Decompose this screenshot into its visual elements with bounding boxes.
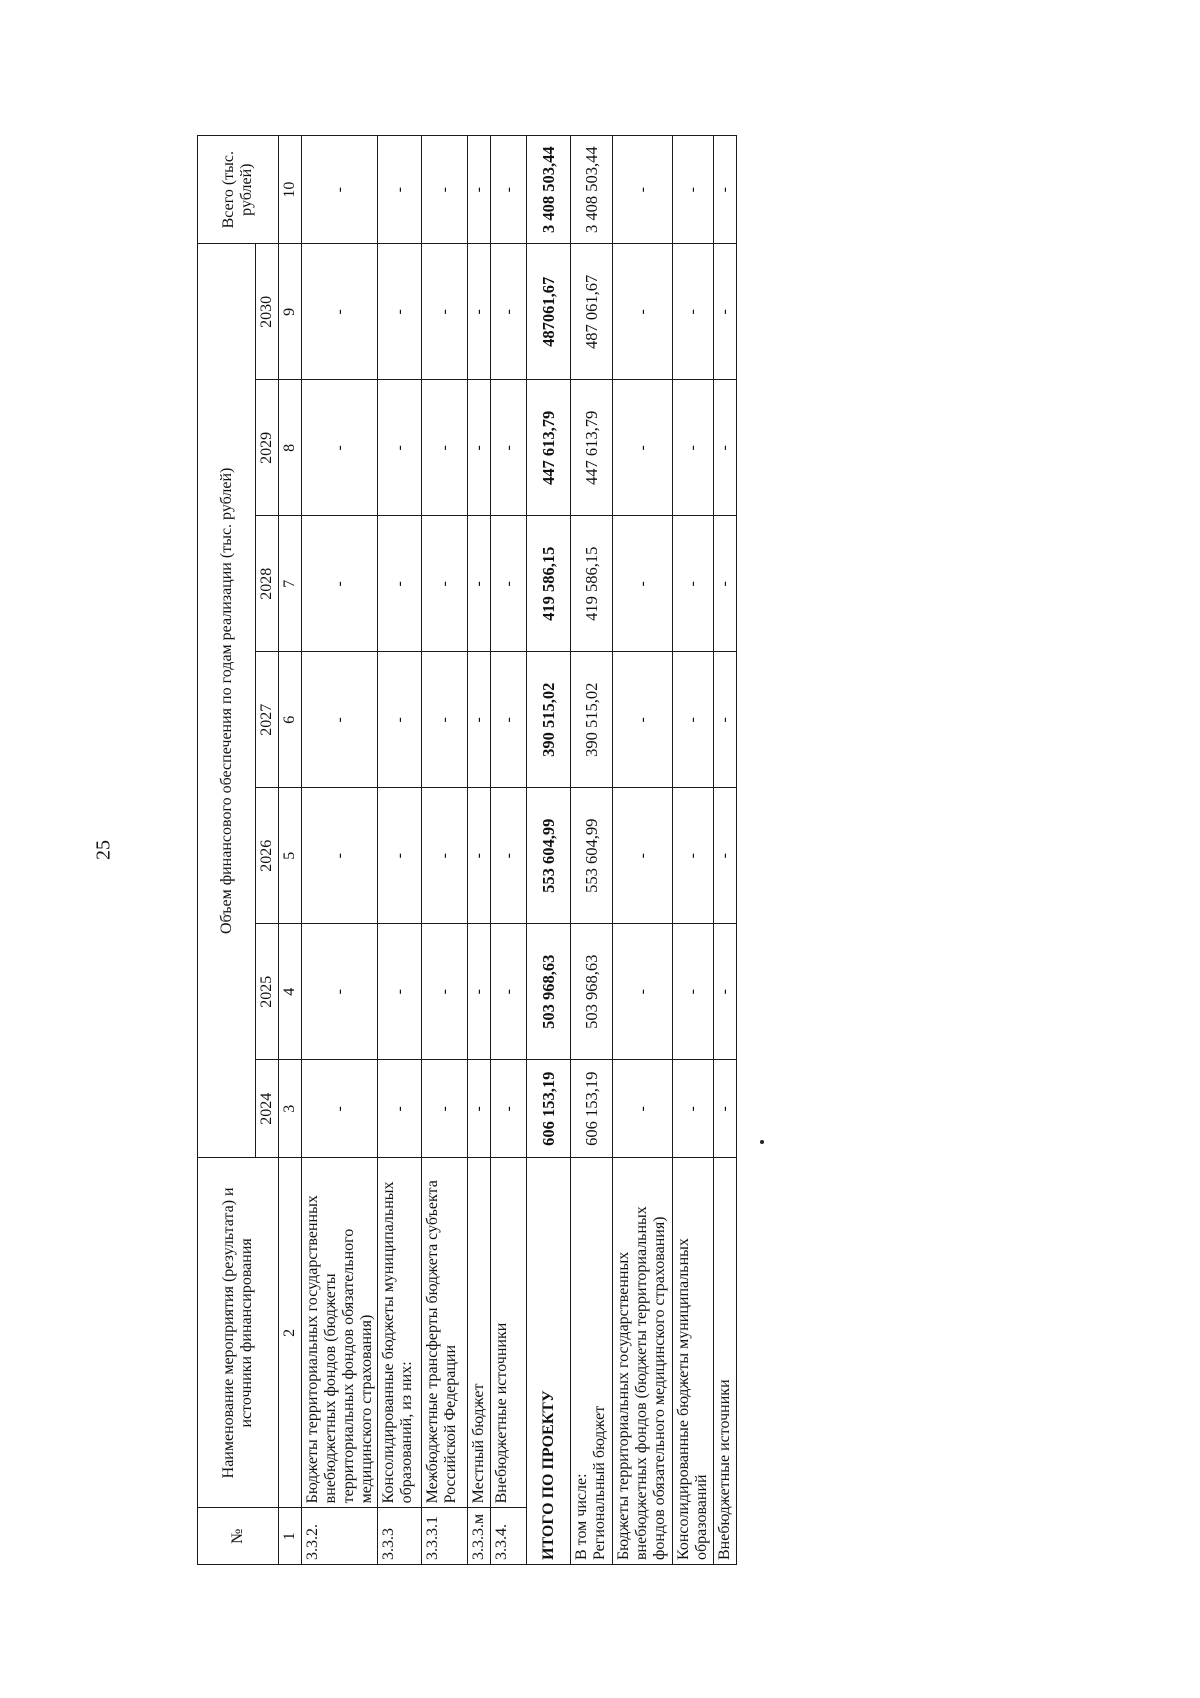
table-row [422,136,468,1565]
row-value: - [468,516,491,652]
row-value: - [422,652,468,788]
total-value: 606 153,19 [527,1060,571,1158]
row-value: - [613,516,673,652]
row-value: - [714,516,737,652]
total-value: 390 515,02 [527,652,571,788]
row-value: - [468,788,491,924]
row-total: - [301,136,378,244]
row-value: - [714,244,737,380]
index-cell: 9 [278,244,301,380]
row-value: - [491,924,527,1060]
table-row [468,136,491,1565]
row-value: - [673,380,714,516]
index-cell: 2 [278,1158,301,1508]
total-value: 553 604,99 [527,788,571,924]
total-sum: 3 408 503,44 [527,136,571,244]
regional-budget-row [571,136,613,1565]
index-cell: 4 [278,924,301,1060]
table-row [378,136,422,1565]
row-value: - [378,788,422,924]
regional-budget-label: Региональный бюджет [591,1405,609,1560]
regional-value: 503 968,63 [571,924,613,1060]
header-no: № [198,1508,279,1565]
row-value: - [491,516,527,652]
row-value: - [613,1060,673,1158]
row-value: - [491,380,527,516]
row-value: - [301,244,378,380]
row-no: 3.3.2. [301,1508,378,1565]
row-name: Консолидированные бюджеты муниципальных образований, из них: [378,1158,422,1508]
row-value: - [673,516,714,652]
table-row [714,136,737,1565]
year-2029: 2029 [256,380,279,516]
row-value: - [491,244,527,380]
index-row [278,136,301,1565]
row-value: - [613,244,673,380]
row-value: - [422,788,468,924]
header-total: Всего (тыс. рублей) [198,136,279,244]
regional-total: 3 408 503,44 [571,136,613,244]
header-name: Наименование мероприятия (результата) и источники финансирования [198,1158,279,1508]
row-value: - [422,380,468,516]
regional-value: 553 604,99 [571,788,613,924]
year-2028: 2028 [256,516,279,652]
including-caption: В том числе: [573,1473,591,1560]
row-value: - [714,1060,737,1158]
row-name: Внебюджетные источники [714,1158,737,1565]
year-2025: 2025 [256,924,279,1060]
row-value: - [468,380,491,516]
stray-dot [760,1140,764,1144]
row-no: 3.3.4. [491,1508,527,1565]
row-total: - [673,136,714,244]
row-value: - [301,380,378,516]
index-cell: 3 [278,1060,301,1158]
year-2030: 2030 [256,244,279,380]
row-value: - [613,788,673,924]
row-value: - [301,1060,378,1158]
page-number: 25 [92,840,115,860]
table-row [613,136,673,1565]
row-total: - [378,136,422,244]
year-2026: 2026 [256,788,279,924]
row-value: - [673,244,714,380]
row-total: - [468,136,491,244]
regional-value: 390 515,02 [571,652,613,788]
row-value: - [468,1060,491,1158]
row-name: Консолидированные бюджеты муниципальных образований [673,1158,714,1565]
row-value: - [378,244,422,380]
row-value: - [301,652,378,788]
row-no: 3.3.3 [378,1508,422,1565]
regional-value: 487 061,67 [571,244,613,380]
row-value: - [673,1060,714,1158]
total-value: 503 968,63 [527,924,571,1060]
row-value: - [422,516,468,652]
index-cell: 7 [278,516,301,652]
rotated-table-container [197,135,732,1565]
row-value: - [378,380,422,516]
row-value: - [301,516,378,652]
row-total: - [422,136,468,244]
row-value: - [613,380,673,516]
row-value: - [468,652,491,788]
regional-value: 419 586,15 [571,516,613,652]
row-value: - [673,652,714,788]
row-name: Бюджеты территориальных государственных внебюджетных фондов (бюджеты территориальных фондов обязательного медицинского страхования) [301,1158,378,1508]
row-total: - [491,136,527,244]
row-value: - [491,1060,527,1158]
row-no: 3.3.3.м [468,1508,491,1565]
row-value: - [378,516,422,652]
row-value: - [378,652,422,788]
regional-value: 447 613,79 [571,380,613,516]
row-no: 3.3.3.1 [422,1508,468,1565]
row-value: - [673,924,714,1060]
row-value: - [613,652,673,788]
total-value: 487061,67 [527,244,571,380]
row-value: - [491,788,527,924]
regional-value: 606 153,19 [571,1060,613,1158]
row-total: - [613,136,673,244]
row-value: - [378,1060,422,1158]
row-value: - [613,924,673,1060]
including-label [571,1158,613,1565]
index-cell: 6 [278,652,301,788]
row-value: - [714,380,737,516]
row-name: Межбюджетные трансферты бюджета субъекта Российской Федерации [422,1158,468,1508]
total-row [527,136,571,1565]
row-value: - [468,244,491,380]
table-row [491,136,527,1565]
index-cell: 10 [278,136,301,244]
row-value: - [673,788,714,924]
total-value: 447 613,79 [527,380,571,516]
row-value: - [714,924,737,1060]
total-value: 419 586,15 [527,516,571,652]
index-cell: 5 [278,788,301,924]
table-row [673,136,714,1565]
index-cell: 8 [278,380,301,516]
header-years: Объем финансового обеспечения по годам реализации (тыс. рублей) [198,244,256,1158]
row-value: - [714,788,737,924]
year-2024: 2024 [256,1060,279,1158]
row-name: Местный бюджет [468,1158,491,1508]
row-value: - [301,924,378,1060]
row-name: Бюджеты территориальных государственных внебюджетных фондов (бюджеты территориальных фондов обязательного медицинского страхования) [613,1158,673,1565]
index-cell: 1 [278,1508,301,1565]
financing-table [197,135,737,1565]
row-value: - [422,244,468,380]
year-2027: 2027 [256,652,279,788]
row-value: - [491,652,527,788]
row-total: - [714,136,737,244]
row-value: - [714,652,737,788]
row-value: - [378,924,422,1060]
total-label: ИТОГО ПО ПРОЕКТУ [527,1158,571,1565]
row-value: - [422,1060,468,1158]
row-value: - [301,788,378,924]
row-value: - [468,924,491,1060]
row-value: - [422,924,468,1060]
table-row [301,136,378,1565]
row-name: Внебюджетные источники [491,1158,527,1508]
